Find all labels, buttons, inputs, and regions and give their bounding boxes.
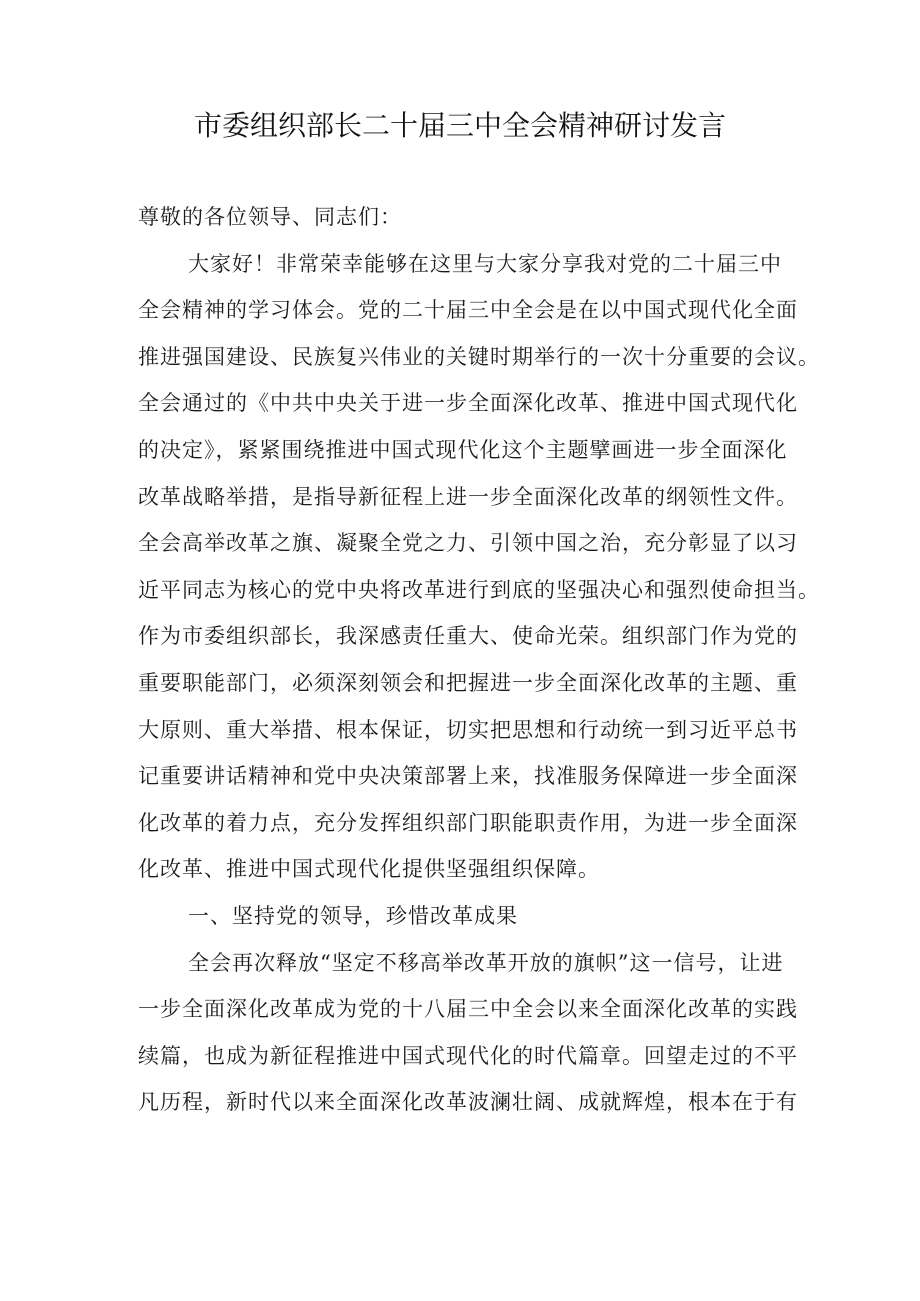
text-line: 全会精神的学习体会。党的二十届三中全会是在以中国式现代化全面 [138,298,798,323]
text-line: 一步全面深化改革成为党的十八届三中全会以来全面深化改革的实践 [138,997,798,1022]
text-line: 化改革、推进中国式现代化提供坚强组织保障。 [138,857,600,882]
text-line: 改革战略举措，是指导新征程上进一步全面深化改革的纲领性文件。 [138,484,798,509]
text-line: 一、坚持党的领导，珍惜改革成果 [188,903,518,928]
text-line: 全会高举改革之旗、凝聚全党之力、引领中国之治，充分彰显了以习 [138,531,798,556]
text-line: 凡历程，新时代以来全面深化改革波澜壮阔、成就辉煌，根本在于有 [138,1090,798,1115]
text-line: 大原则、重大举措、根本保证，切实把思想和行动统一到习近平总书 [138,717,798,742]
text-line: 全会通过的《中共中央关于进一步全面深化改革、推进中国式现代化 [138,391,798,416]
document-title: 市委组织部长二十届三中全会精神研讨发言 [193,109,726,142]
text-line: 的决定》，紧紧围绕推进中国式现代化这个主题擘画进一步全面深化 [138,437,788,462]
text-line: 记重要讲话精神和党中央决策部署上来，找准服务保障进一步全面深 [138,764,798,789]
text-line: 近平同志为核心的党中央将改革进行到底的坚强决心和强烈使命担当。 [138,577,820,602]
document-body [138,194,820,1126]
text-line: 尊敬的各位领导、同志们： [138,205,402,229]
text-line: 化改革的着力点，充分发挥组织部门职能职责作用，为进一步全面深 [138,810,798,835]
text-line: 作为市委组织部长，我深感责任重大、使命光荣。组织部门作为党的 [138,624,798,649]
text-line: 续篇，也成为新征程推进中国式现代化的时代篇章。回望走过的不平 [138,1043,798,1068]
text-line: 重要职能部门，必须深刻领会和把握进一步全面深化改革的主题、重 [138,670,798,695]
text-line: 大家好！非常荣幸能够在这里与大家分享我对党的二十届三中 [188,251,782,276]
text-line: 全会再次释放“坚定不移高举改革开放的旗帜”这一信号，让进 [188,950,784,975]
text-line: 推进强国建设、民族复兴伟业的关键时期举行的一次十分重要的会议。 [138,344,820,369]
